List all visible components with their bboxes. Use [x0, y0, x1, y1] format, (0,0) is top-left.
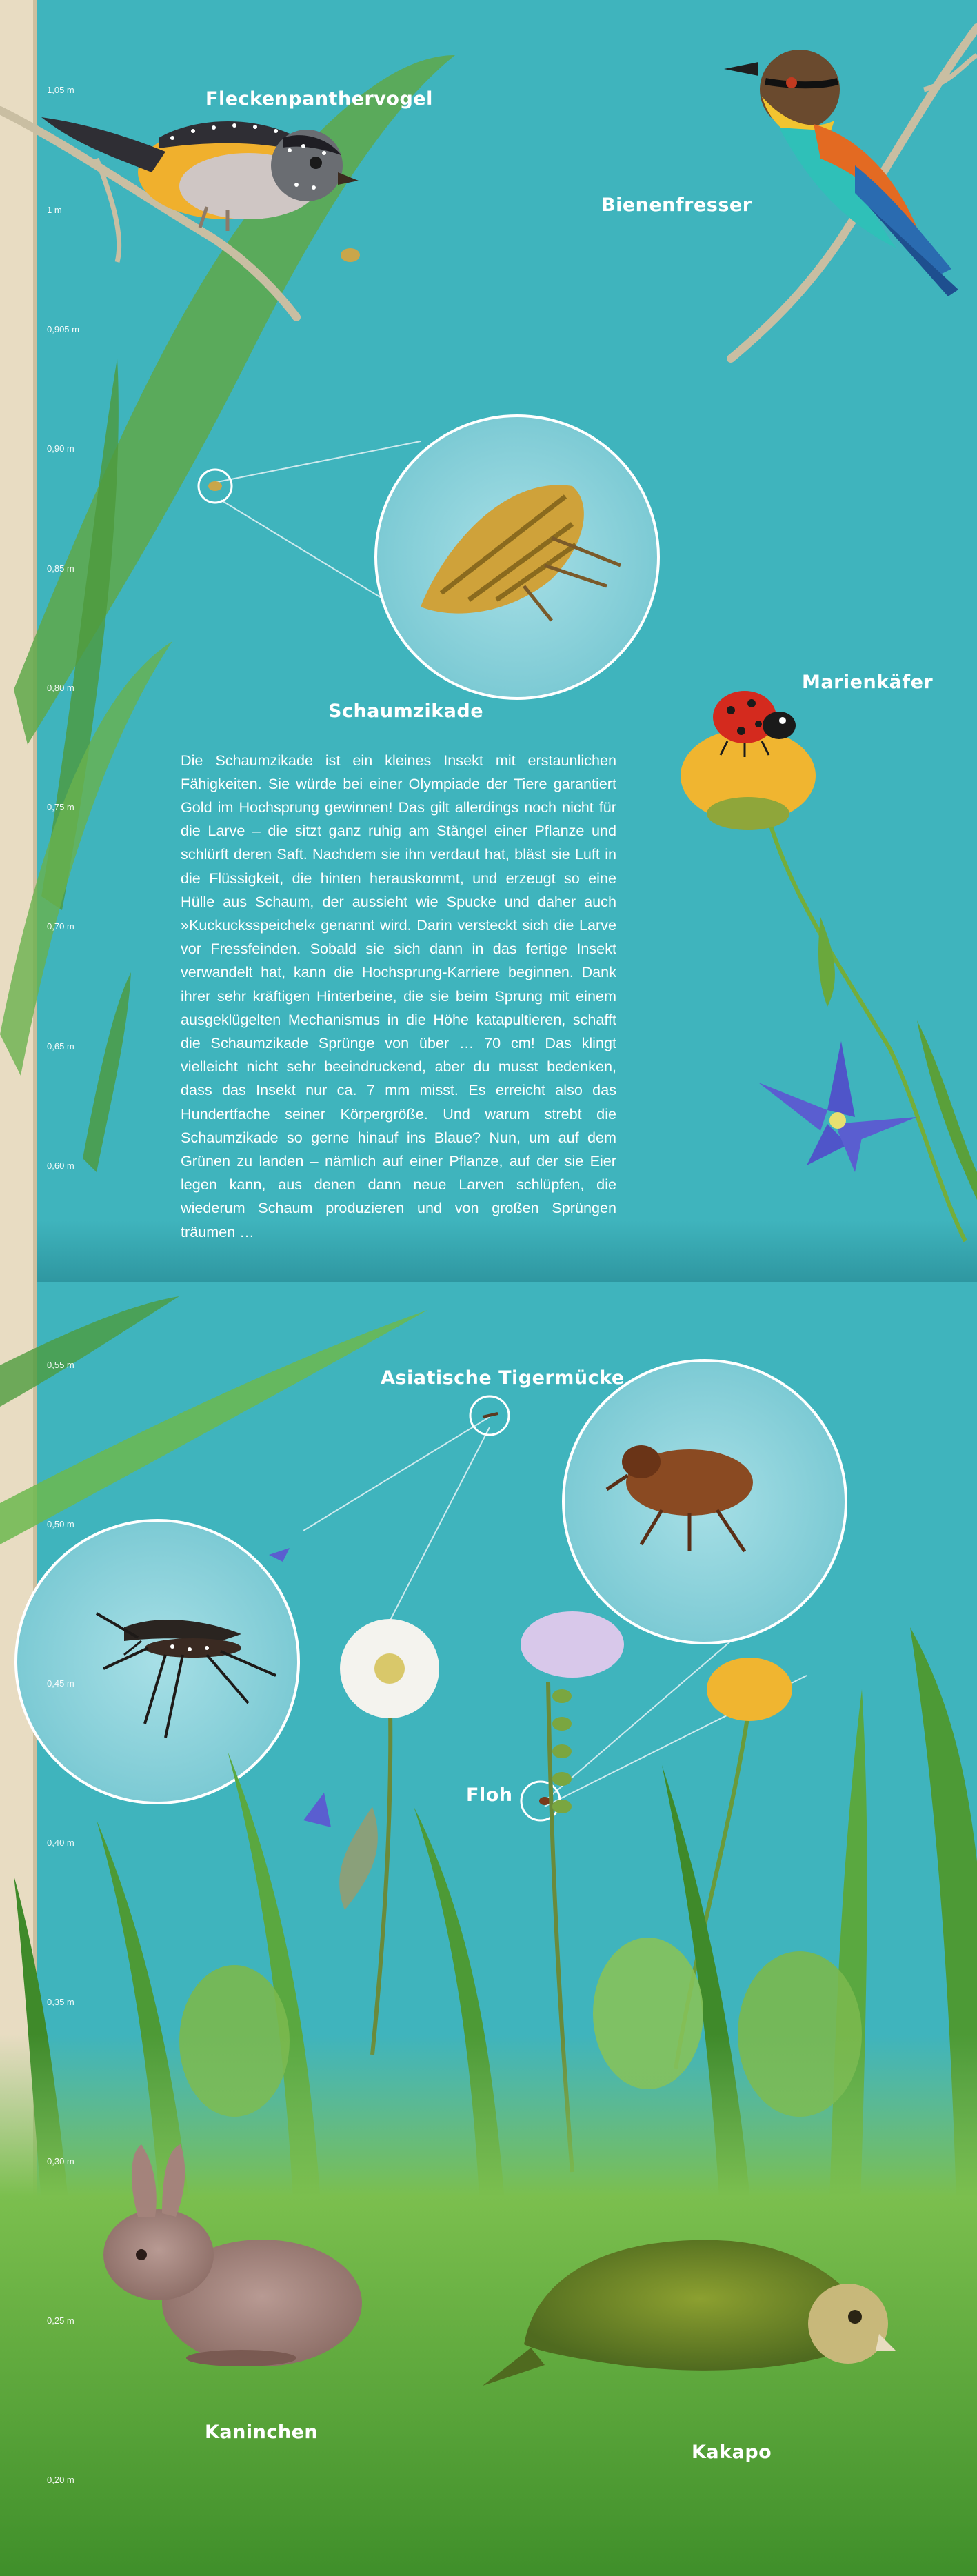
ruler-tick: 0,85 m	[47, 563, 74, 574]
mosquito-magnifier	[16, 1520, 299, 1803]
ruler-tick: 0,60 m	[47, 1160, 74, 1171]
label-bienenfresser: Bienenfresser	[601, 194, 752, 216]
ruler-tick: 0,905 m	[47, 324, 79, 334]
label-kakapo: Kakapo	[692, 2442, 772, 2463]
ruler-tick: 0,70 m	[47, 921, 74, 932]
label-fleckenpanthervogel: Fleckenpanthervogel	[205, 88, 433, 110]
ruler-tick: 0,30 m	[47, 2156, 74, 2166]
ruler-tick: 1 m	[47, 205, 62, 215]
ruler-tick: 0,25 m	[47, 2315, 74, 2326]
bee-eater-bird-icon	[724, 50, 958, 296]
ruler-tick: 0,50 m	[47, 1519, 74, 1529]
ruler-tick: 0,40 m	[47, 1838, 74, 1848]
ruler-tick: 0,35 m	[47, 1997, 74, 2007]
yellow-flower-2	[707, 1658, 792, 1721]
ruler-tick: 0,75 m	[47, 802, 74, 812]
ruler-tick: 0,20 m	[47, 2475, 74, 2485]
ruler-tick: 0,65 m	[47, 1041, 74, 1051]
label-marienkaefer: Marienkäfer	[802, 672, 934, 693]
label-schaumzikade: Schaumzikade	[328, 701, 484, 722]
ruler-tick: 0,45 m	[47, 1678, 74, 1689]
label-tigermuecke: Asiatische Tigermücke	[381, 1367, 625, 1389]
label-floh: Floh	[466, 1784, 513, 1806]
froghopper-description: Die Schaumzikade ist ein kleines Insekt mit erstaunlichen Fähigkeiten. Sie würde bei einer Olympiade der Tiere garantiert Gold im Hochsprung gewinnen! Das gilt allerdings noch nicht für die Larve – die sitzt ganz ruhig am Stängel einer Pflanze und schlürft deren Saft. Nachdem sie ihn verdaut hat, bläst sie Luft in die Flüssigkeit, die hinten herauskommt, und erzeugt so eine Hülle aus Schaum, der aussieht wie Spucke und daher auch »Kuckucksspeichel« genannt wird. Darin versteckt sich die Larve vor Fressfeinden. Sobald sie sich dann in das fertige Insekt verwandelt hat, kann die Hochsprung-Karriere beginnen. Dank ihrer sehr kräftigen Hinterbeine, die sie beim Sprung mit einem ausgeklügelten Mechanismus in die Höhe katapultieren, schafft die Schaumzikade Sprünge von über … 70 cm! Das klingt vielleicht nicht sehr beeindruckend, aber du musst bedenken, dass das Insekt nur ca. 7 mm misst. Es erreicht also das Hundertfache seiner Körpergröße. Und warum strebt die Schaumzikade so gerne hinauf ins Blaue? Nun, um auf dem Grünen zu landen – nämlich auf einer Pflanze, auf der sie Eier legen kann, aus denen dann neue Larven schlüpfen, die wiederum Schaum produzieren und von großen Sprüngen träumen …	[181, 751, 616, 1240]
ruler-tick: 0,55 m	[47, 1360, 74, 1370]
ruler-tick: 1,05 m	[47, 85, 74, 95]
ruler-tick: 0,80 m	[47, 683, 74, 693]
label-kaninchen: Kaninchen	[205, 2422, 319, 2443]
froghopper-small-icon	[341, 248, 360, 262]
ruler-tick: 0,90 m	[47, 443, 74, 454]
